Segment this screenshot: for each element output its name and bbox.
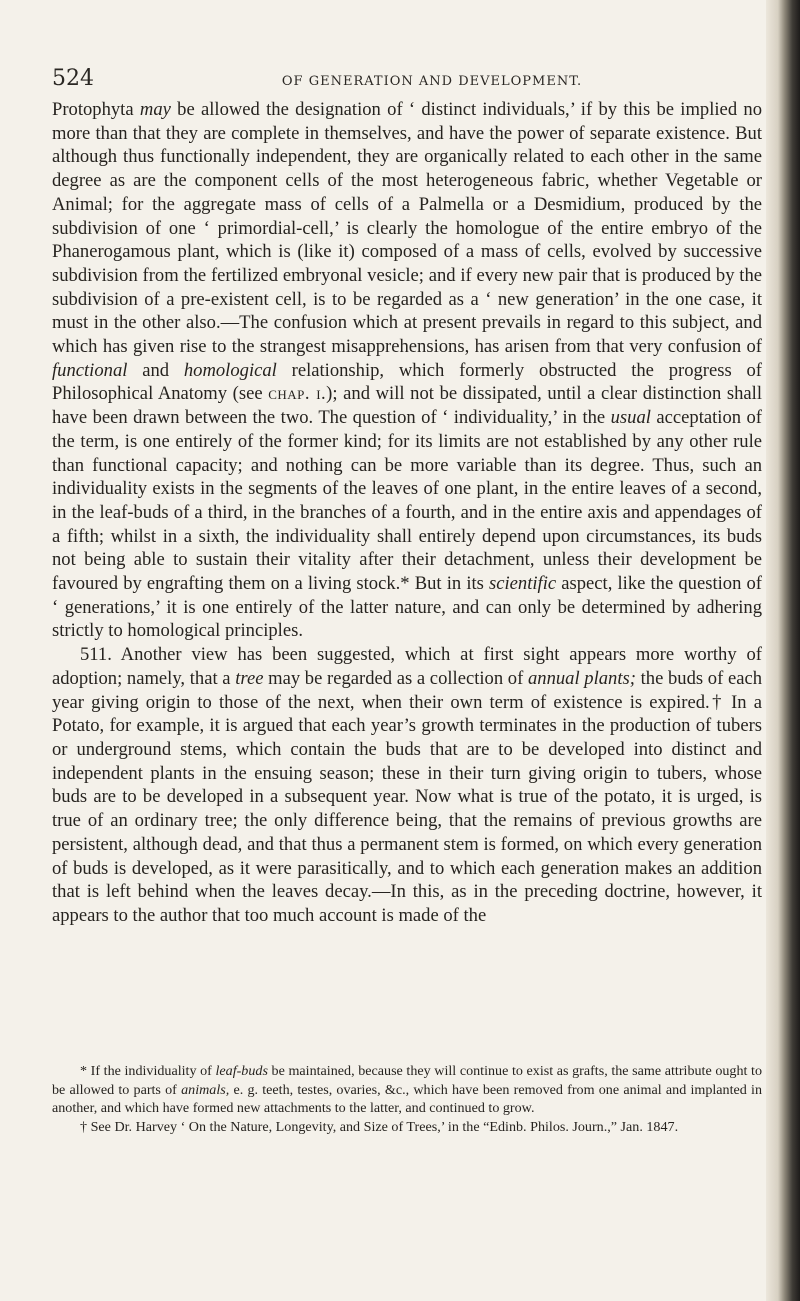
page-header bbox=[52, 66, 762, 94]
text-run: aspect, like the question of ‘ generations,’ it is one entirely of the latter nature, and can only be determined by adhering strictly to homological principles. bbox=[52, 573, 762, 642]
text-run: be maintained, because they will continue to exist as grafts, the same attribute ought to be allowed to parts of bbox=[52, 1063, 762, 1098]
italic-run: usual bbox=[610, 407, 651, 429]
italic-run: scientific bbox=[489, 573, 557, 595]
text-run: may be regarded as a collection of bbox=[263, 667, 528, 689]
text-run: the buds of each year giving origin to those of the next, when their own term of existence is expired.† In a Potato, for example, it is argued that each year’s growth terminates in the production of tubers or underground stems, which contain the buds that are to be developed into distinct and independent plants in the ensuing season; these in their turn giving origin to tubers, whose buds are to be developed in a subsequent year. Now what is true of the potato, it is urged, is true of an ordinary tree; the only difference being, that the remains of previous growths are persistent, although dead, and that thus a permanent stem is formed, on which every generation of buds is developed, as it were parasitically, and to which each generation makes an addition that is left behind when the leaves decay.—In this, as in the preceding doctrine, however, it appears to the author that too much account is made of the bbox=[52, 667, 763, 926]
italic-run: may bbox=[139, 99, 171, 120]
paragraph-511 bbox=[52, 643, 762, 927]
text-run: relationship, which formerly obstructed the progress of Philosophical Anatomy (see bbox=[52, 359, 762, 405]
text-run: be allowed the designation of ‘ distinct individuals,’ if by this be implied no more than that they are complete in themselves, and have the power of separate existence. But although thus functionally independent, they are organically related to each other in the same degree as are the component cells of the most heterogeneous fabric, whether Vegetable or Animal; for the aggregate mass of cells of a Palmella or a Desmidium, produced by the subdivision of one ‘ primordial-cell,’ is clearly the homologue of the entire embryo of the Phanerogamous plant, which is (like it) composed of a mass of cells, evolved by successive subdivision from the fertilized embryonal vesicle; and if every new pair that is produced by the subdivision of a pre-existent cell, is to be regarded as a ‘ new generation’ in the one case, it must in the other also.—The confusion which at present prevails in regard to this subject, and which has given rise to the strangest misapprehensions, has arisen from that very confusion of bbox=[52, 99, 762, 358]
text-run: and bbox=[127, 359, 184, 381]
text-run: e. g. teeth, testes, ovaries, &c., which have been removed from one animal and implanted in another, and which have formed new attachments to the latter, and continued to grow. bbox=[52, 1081, 762, 1116]
page-number: 524 bbox=[52, 66, 94, 91]
text-run: † See Dr. Harvey ‘ On the Nature, Longevity, and Size of Trees,’ in the “Edinb. Philos. Journ.,” Jan. 1847. bbox=[80, 1118, 679, 1135]
main-text bbox=[52, 98, 762, 928]
italic-run: annual plants; bbox=[527, 667, 636, 689]
small-caps-run: chap. i. bbox=[268, 383, 327, 405]
footnote-asterisk bbox=[52, 1062, 762, 1118]
page-edge-shadow bbox=[766, 0, 800, 1301]
footnote-dagger bbox=[52, 1118, 762, 1137]
italic-run: homological bbox=[183, 359, 277, 381]
text-run: Protophyta bbox=[52, 99, 140, 120]
italic-run: leaf-buds bbox=[215, 1063, 268, 1079]
text-run: 511. Another view has been suggested, which at first sight appears more worthy of adoption; namely, that a bbox=[52, 644, 762, 689]
footnotes bbox=[52, 1062, 762, 1136]
text-run: acceptation of the term, is one entirely of the former kind; for its limits are not established by any other rule than functional capacity; and nothing can be more variable than its degree. Thus, such an individuality exists in the segments of the leaves of one plant, in the entire leaves of a second, in the leaf-buds of a third, in the branches of a fourth, and in the entire axis and appendages of a fifth; whilst in a sixth, the individuality shall entirely depend upon circumstances, its buds not being able to sustain their vitality after their detachment, unless their development be favoured by engrafting them on a living stock.* But in its bbox=[52, 407, 762, 595]
text-run: * If the individuality of bbox=[80, 1063, 216, 1079]
text-run: ); and will not be dissipated, until a clear distinction shall have been drawn between the two. The question of ‘ individuality,’ in the bbox=[52, 383, 762, 429]
italic-run: animals, bbox=[181, 1081, 230, 1098]
paragraph-protophyta bbox=[52, 98, 762, 643]
running-head: OF GENERATION AND DEVELOPMENT. bbox=[281, 74, 583, 89]
italic-run: functional bbox=[52, 359, 128, 381]
italic-run: tree bbox=[235, 667, 264, 689]
